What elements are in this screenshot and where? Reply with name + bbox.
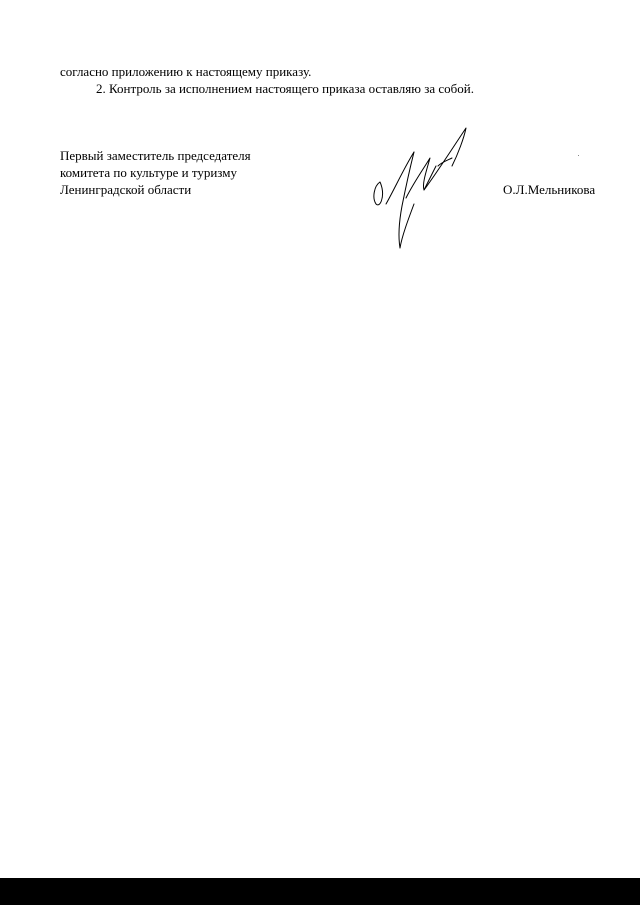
scan-speck: [578, 155, 579, 156]
handwritten-signature: [366, 124, 476, 250]
control-clause: 2. Контроль за исполнением настоящего приказа оставляю за собой.: [96, 81, 474, 96]
paragraph-continuation: согласно приложению к настоящему приказу.: [60, 64, 312, 79]
signer-name: О.Л.Мельникова: [503, 182, 596, 197]
signer-position-line-1: Первый заместитель председателя: [60, 148, 251, 163]
signer-position-line-3: Ленинградской области: [60, 182, 192, 197]
signer-position-line-2: комитета по культуре и туризму: [60, 165, 237, 180]
signer-position: [60, 147, 251, 198]
scan-border-bar: [0, 878, 640, 905]
